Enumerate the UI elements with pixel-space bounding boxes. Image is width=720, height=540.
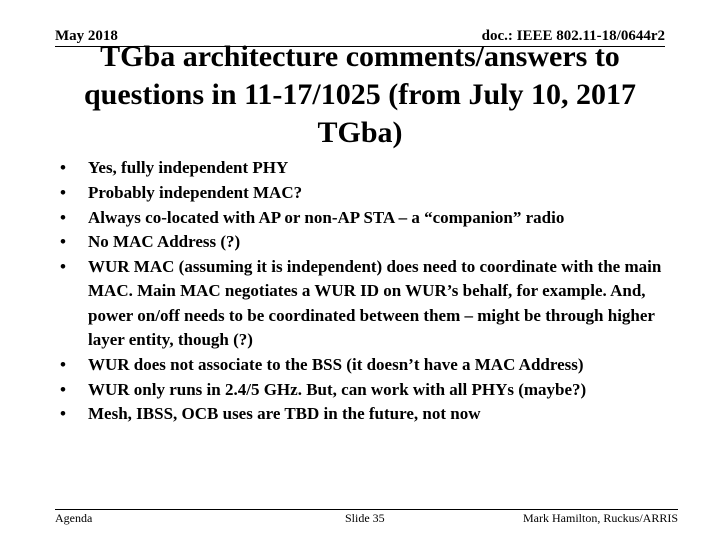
bullet-text: Probably independent MAC? [88, 182, 303, 202]
footer-section: Agenda [55, 511, 93, 525]
bullet-item [60, 206, 680, 230]
bullet-item [60, 378, 680, 402]
header-date: May 2018 [55, 28, 118, 44]
bullet-icon: • [60, 232, 66, 252]
bullet-item [60, 156, 680, 180]
bullet-icon: • [60, 158, 66, 177]
bullet-item [60, 230, 680, 254]
bullet-icon: • [60, 182, 66, 202]
footer-rule [55, 509, 678, 510]
bullet-item [60, 181, 680, 205]
header-doc-id: doc.: IEEE 802.11-18/0644r2 [481, 28, 665, 44]
bullet-text: Always co-located with AP or non-AP STA – a “companion” radio [88, 207, 565, 227]
slide-title: TGba architecture comments/answers to questions in 11-17/1025 (from July 10, 2017 TGba) [84, 40, 636, 149]
bullet-icon: • [60, 207, 66, 227]
bullet-text: No MAC Address (?) [88, 232, 241, 252]
bullet-text: WUR only runs in 2.4/5 GHz. But, can work with all PHYs (maybe?) [88, 379, 587, 399]
slide-number: Slide 35 [345, 511, 385, 525]
bullet-icon: • [60, 354, 66, 374]
bullet-icon: • [60, 257, 66, 277]
bullet-list [60, 156, 680, 427]
bullet-icon: • [60, 404, 66, 424]
bullet-text: WUR MAC (assuming it is independent) does need to coordinate with the main MAC. Main MAC negotiates a WUR ID on WUR’s behalf, for example. And, power on/off needs to be coordinated between them – might be through higher layer entity, though (?) [88, 257, 662, 350]
footer-author: Mark Hamilton, Ruckus/ARRIS [523, 511, 678, 525]
bullet-text: Yes, fully independent PHY [88, 158, 289, 177]
bullet-item [60, 353, 680, 377]
bullet-icon: • [60, 379, 66, 399]
bullet-text: Mesh, IBSS, OCB uses are TBD in the future, not now [88, 404, 481, 424]
bullet-item [60, 255, 680, 352]
bullet-item [60, 402, 680, 426]
bullet-text: WUR does not associate to the BSS (it doesn’t have a MAC Address) [88, 354, 584, 374]
